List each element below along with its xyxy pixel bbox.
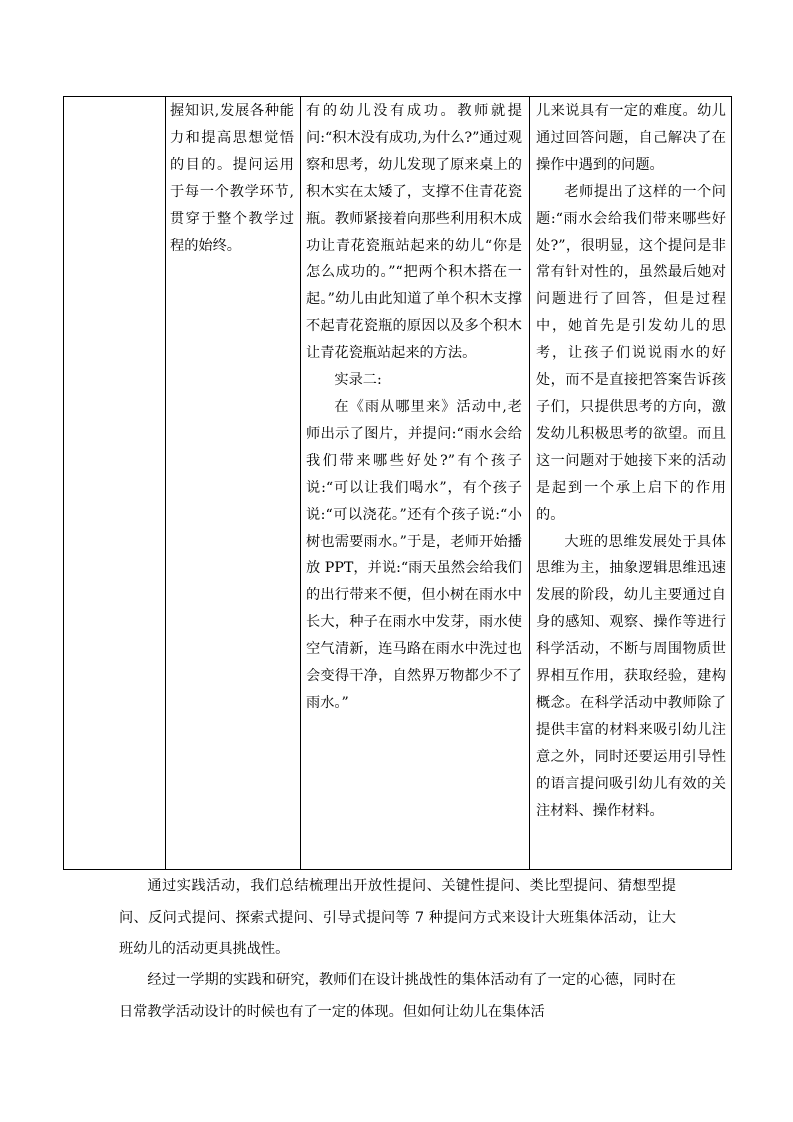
analysis-paragraph-1: 儿来说具有一定的难度。幼儿通过回答问题，自己解决了在操作中遇到的问题。: [536, 103, 726, 173]
continuation-table: [63, 96, 732, 870]
table-cell-analysis: [536, 97, 726, 824]
table-cell-principle: [170, 97, 294, 259]
body-paragraph-2: [119, 965, 676, 1028]
paragraph-text: 通过实践活动，我们总结梳理出开放性提问、关键性提问、类比型提问、猜想型提问、反问式提问、探索式提问、引导式提问等 7 种提问方式来设计大班集体活动，让大班幼儿的活动更具挑战性。: [119, 878, 676, 957]
analysis-paragraph-3: 大班的思维发展处于具体思维为主，抽象逻辑思维迅速发展的阶段，幼儿主要通过自身的感知、观察、操作等进行科学活动，不断与周围物质世界相互作用，获取经验，建构概念。在科学活动中教师除了提供丰富的材料来吸引幼儿注意之外，同时还要运用引导性的语言提问吸引幼儿有效的关注材料、操作材料。: [536, 533, 726, 819]
table-border-right: [731, 97, 732, 869]
cell-text: 握知识,发展各种能力和提高思想觉悟的目的。提问运用于每一个教学环节,贯穿于整个教学过程的始终。: [170, 103, 294, 254]
table-cell-case-record: [306, 97, 522, 717]
case-paragraph-1: 有的幼儿没有成功。教师就提问:“积木没有成功,为什么?”通过观察和思考，幼儿发现了原来桌上的积木实在太矮了，支撑不住青花瓷瓶。教师紧接着向那些利用积木成功让青花瓷瓶站起来的幼儿“你是怎么成功的。”“把两个积木搭在一起。”幼儿由此知道了单个积木支撑不起青花瓷瓶的原因以及多个积木让青花瓷瓶站起来的方法。: [306, 103, 522, 362]
table-divider-3: [529, 97, 530, 869]
case-paragraph-2: 在《雨从哪里来》活动中,老师出示了图片，并提问:“雨水会给我们带来哪些好处?”有个孩子说:“可以让我们喝水”，有个孩子说:“可以浇花。”还有个孩子说:“小树也需要雨水。”于是，老师开始播放 PPT，并说:“雨天虽然会给我们的出行带来不便，但小树在雨水中长大，种子在雨水中发芽，雨水使空气清新，连马路在雨水中洗过也会变得干净，自然界万物都少不了雨水。”: [306, 398, 522, 711]
paragraph-text: 经过一学期的实践和研究，教师们在设计挑战性的集体活动有了一定的心德，同时在日常教学活动设计的时候也有了一定的体现。但如何让幼儿在集体活: [119, 972, 676, 1020]
table-divider-2: [300, 97, 301, 869]
table-divider-1: [165, 97, 166, 869]
analysis-paragraph-2: 老师提出了这样的一个问题:“雨水会给我们带来哪些好处?”，很明显，这个提问是非常有针对性的，虽然最后她对问题进行了回答，但是过程中，她首先是引发幼儿的思考，让孩子们说说雨水的好处，而不是直接把答案告诉孩子们，只提供思考的方向，激发幼儿积极思考的欲望。而且这一问题对于她接下来的活动是起到一个承上启下的作用的。: [536, 183, 726, 523]
body-paragraph-1: [119, 871, 676, 966]
table-border-left: [63, 97, 64, 869]
case-heading-record-2: 实录二:: [334, 372, 382, 389]
